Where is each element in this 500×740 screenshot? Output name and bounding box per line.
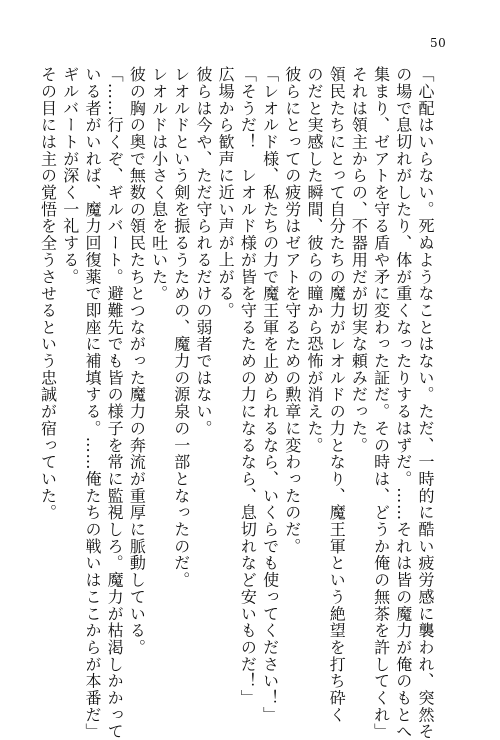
page-number: 50	[430, 36, 447, 50]
text-line: のだと実感した瞬間、彼らの瞳から恐怖が消えた。	[304, 66, 324, 454]
text-line: 彼らにとっての疲労はゼアトを守るための勲章に変わったのだ。	[282, 66, 302, 555]
text-line: 「……行くぞ、ギルバート。避難先でも皆の様子を常に監視しろ。魔力が枯渇しかかって	[105, 66, 125, 740]
text-line: の場で息切れがしたり、体が重くなったりするはずだ。……それは皆の魔力が俺のもとへ	[393, 66, 413, 740]
text-line: 領民たちにとって自分たちの魔力がレオルドの力となり、魔王軍という絶望を打ち砕く	[327, 66, 347, 724]
text-line: 「そうだ！ レオルド様が皆を守るための力になるなら、息切れなど安いものだ！」	[238, 66, 258, 707]
text-line: 「レオルド様、私たちの力で魔王軍を止められるなら、いくらでも使ってください！」	[260, 66, 280, 724]
text-line: レオルドは小さく息を吐いた。	[149, 66, 169, 302]
text-line: いる者がいれば、魔力回復薬で即座に補填する。……俺たちの戦いはここからが本番だ」	[82, 66, 102, 740]
text-line: 集まり、ゼアトを守る盾や矛に変わった証だ。その時は、どうか俺の無茶を許してくれ」	[371, 66, 391, 740]
novel-text-column	[38, 66, 436, 740]
text-line: それは領主からの、不器用だが切実な頼みだった。	[349, 66, 369, 454]
text-line: レオルドという剣を振るうための、魔力の源泉の一部となったのだ。	[171, 66, 191, 589]
text-line: 広場から歓声に近い声が上がる。	[216, 66, 236, 319]
text-line: 彼の胸の奥で無数の領民たちとつながった魔力の奔流が重厚に脈動している。	[127, 66, 147, 656]
text-line: ギルバートが深く一礼する。	[60, 66, 80, 286]
text-line: 彼らは今や、ただ守られるだけの弱者ではない。	[193, 66, 213, 437]
text-line: その目には主の覚悟を全うさせるという忠誠が宿っていた。	[38, 66, 58, 521]
text-line: 「心配はいらない。死ぬようなことはない。ただ、一時的に酷い疲労感に襲われ、突然そ	[416, 66, 435, 740]
